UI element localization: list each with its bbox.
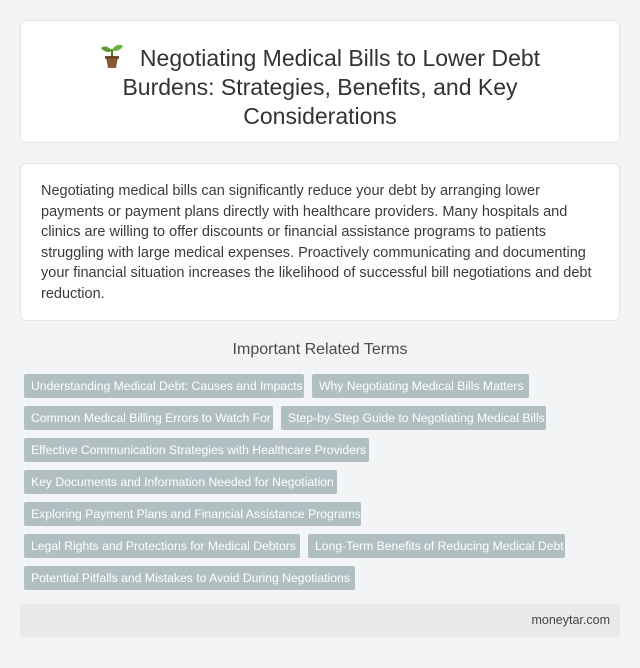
- related-term-tag[interactable]: Exploring Payment Plans and Financial Assistance Programs: [24, 502, 361, 526]
- related-term-tag[interactable]: Effective Communication Strategies with Healthcare Providers: [24, 438, 369, 462]
- summary-card: [20, 163, 620, 321]
- related-term-tag[interactable]: Understanding Medical Debt: Causes and Impacts: [24, 374, 304, 398]
- related-term-tag[interactable]: Legal Rights and Protections for Medical Debtors: [24, 534, 300, 558]
- related-terms-heading: Important Related Terms: [232, 341, 408, 358]
- related-term-tag[interactable]: Step-by-Step Guide to Negotiating Medical Bills: [281, 406, 546, 430]
- page-title: [61, 43, 579, 131]
- sprout-icon: [100, 43, 124, 69]
- summary-text: Negotiating medical bills can significantly reduce your debt by arranging lower payments or payment plans directly with healthcare providers. Many hospitals and clinics are willing to offer discounts or financial assistance programs to patients struggling with large medical expenses. Proactively communicating and documenting your financial situation increases the likelihood of successful bill negotiations and debt reduction.: [41, 183, 592, 302]
- title-card: [20, 20, 620, 143]
- related-term-tag[interactable]: Long-Term Benefits of Reducing Medical Debt: [308, 534, 565, 558]
- related-term-tag[interactable]: Key Documents and Information Needed for Negotiation: [24, 470, 337, 494]
- related-term-tag[interactable]: Why Negotiating Medical Bills Matters: [312, 374, 529, 398]
- related-term-tag[interactable]: Potential Pitfalls and Mistakes to Avoid During Negotiations: [24, 566, 355, 590]
- footer-site-link[interactable]: moneytar.com: [531, 613, 610, 627]
- page-title-text: Negotiating Medical Bills to Lower Debt Burdens: Strategies, Benefits, and Key Considerations: [122, 45, 541, 129]
- related-term-tag[interactable]: Common Medical Billing Errors to Watch For: [24, 406, 273, 430]
- footer: [20, 604, 620, 637]
